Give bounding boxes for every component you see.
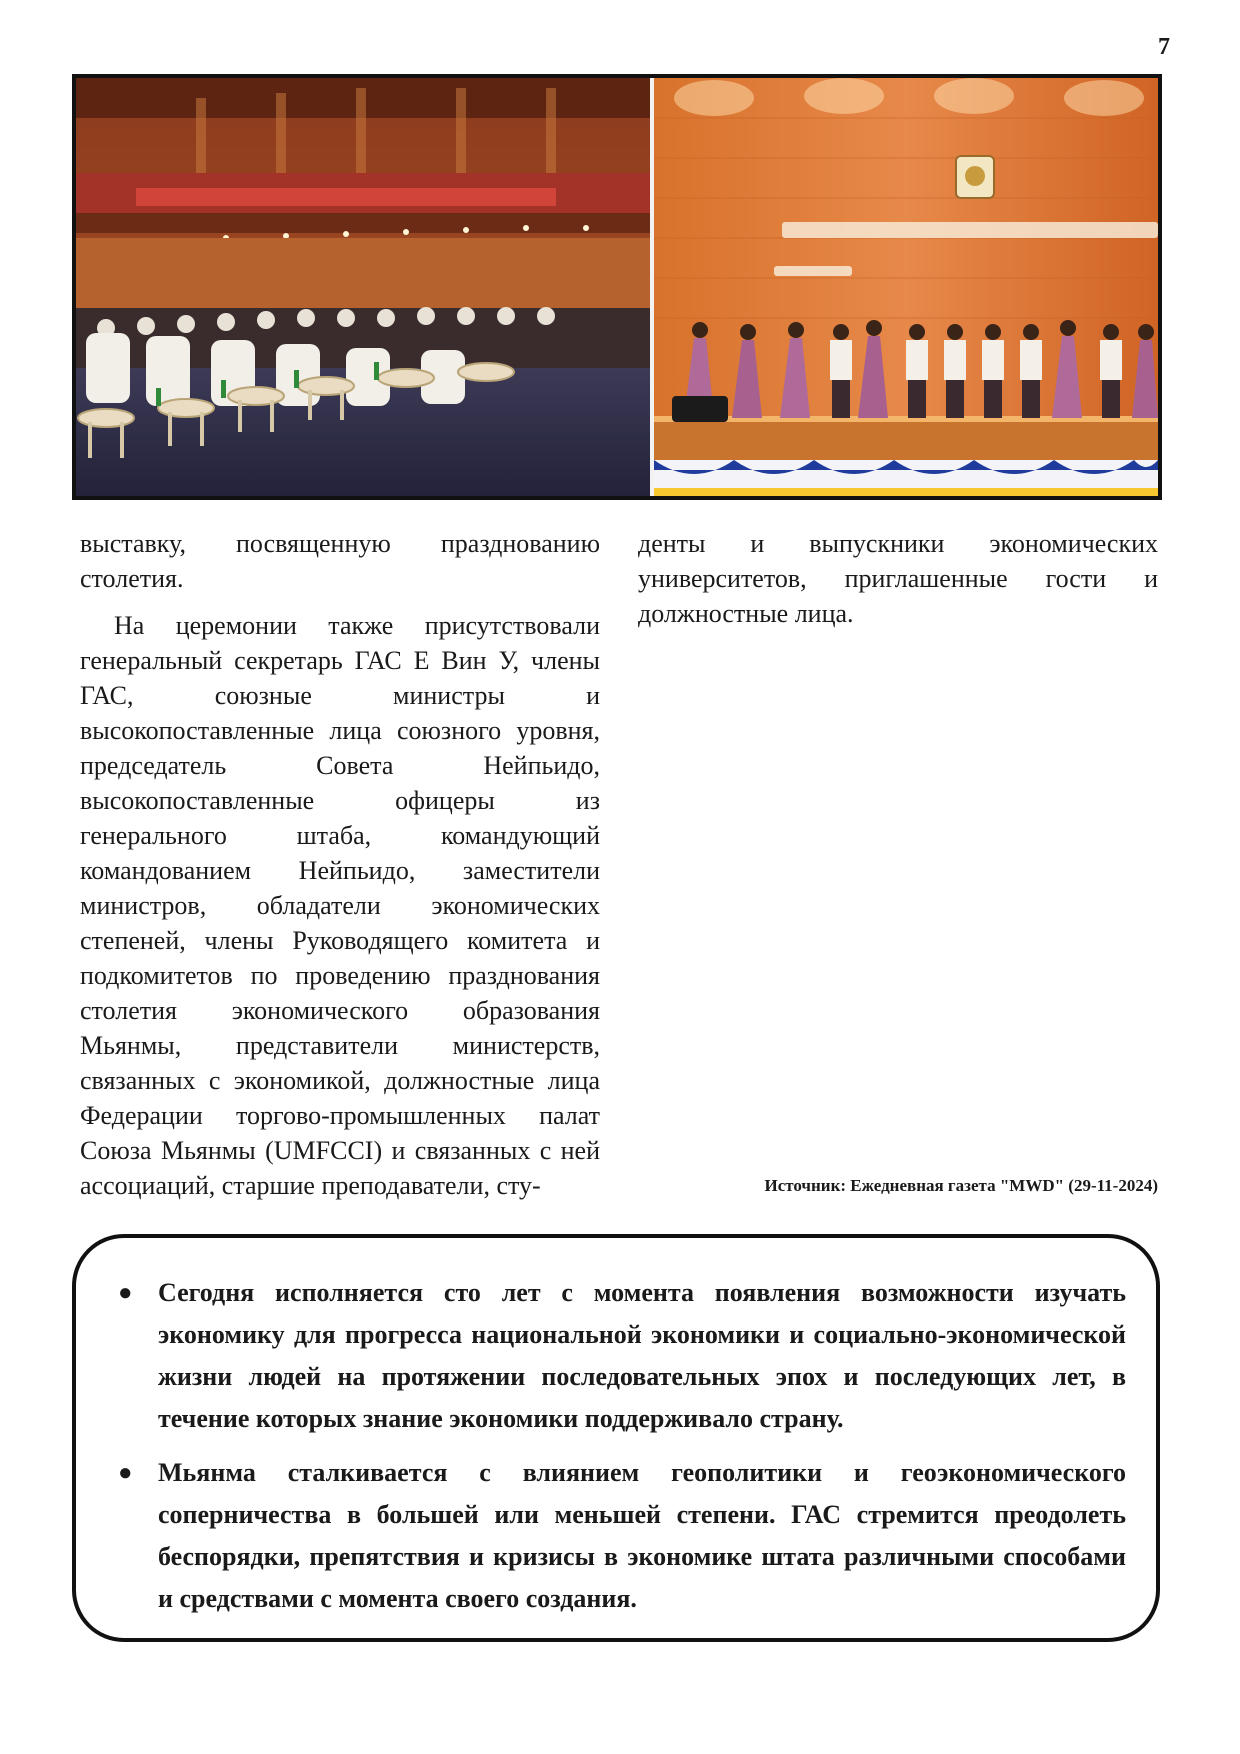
article-column-left bbox=[80, 526, 600, 1215]
highlight-item bbox=[98, 1272, 1126, 1440]
highlight-item bbox=[98, 1452, 1126, 1620]
article-paragraph: На церемонии также присутствовали генеральный секретарь ГАС Е Вин У, члены ГАС, союзные министры и высокопоставленные лица союзного уровня, председатель Совета Нейпьидо, высокопоставленные офицеры из генерального штаба, командующий командованием Нейпьидо, заместители министров, обладатели экономических степеней, члены Руководящего комитета и подкомитетов по проведению празднования столетия экономического образования Мьянмы, представители министерств, связанных с экономикой, должностные лица Федерации торгово-промышленных палат Союза Мьянмы (UMFCCI) и связанных с ней ассоциаций, старшие преподаватели, сту- bbox=[80, 611, 600, 1200]
page-number: 7 bbox=[1158, 34, 1170, 60]
article-column-right bbox=[638, 526, 1158, 643]
highlight-list bbox=[98, 1272, 1126, 1620]
source-citation: Источник: Ежедневная газета "MWD" (29-11-2024) bbox=[764, 1176, 1158, 1195]
stage-performance-photo bbox=[654, 78, 1158, 496]
audience-photo bbox=[76, 78, 654, 496]
bullet-dot-icon: ● bbox=[118, 1280, 133, 1306]
photo-frame bbox=[72, 74, 1162, 500]
article-paragraph: выставку, посвященную празднованию столетия. bbox=[80, 529, 600, 593]
highlight-text: Мьянма сталкивается с влиянием геополитики и геоэкономического соперничества в большей или меньшей степени. ГАС стремится преодолеть беспорядки, препятствия и кризисы в экономике штата различными способами и средствами с момента своего создания. bbox=[158, 1458, 1126, 1613]
highlight-box bbox=[72, 1234, 1160, 1642]
highlight-text: Сегодня исполняется сто лет с момента появления возможности изучать экономику для прогресса национальной экономики и социально-экономической жизни людей на протяжении последовательных эпох и последующих лет, в течение которых знание экономики поддерживало страну. bbox=[158, 1278, 1126, 1433]
article-paragraph: денты и выпускники экономических университетов, приглашенные гости и должностные лица. bbox=[638, 529, 1158, 628]
bullet-dot-icon: ● bbox=[118, 1460, 133, 1486]
